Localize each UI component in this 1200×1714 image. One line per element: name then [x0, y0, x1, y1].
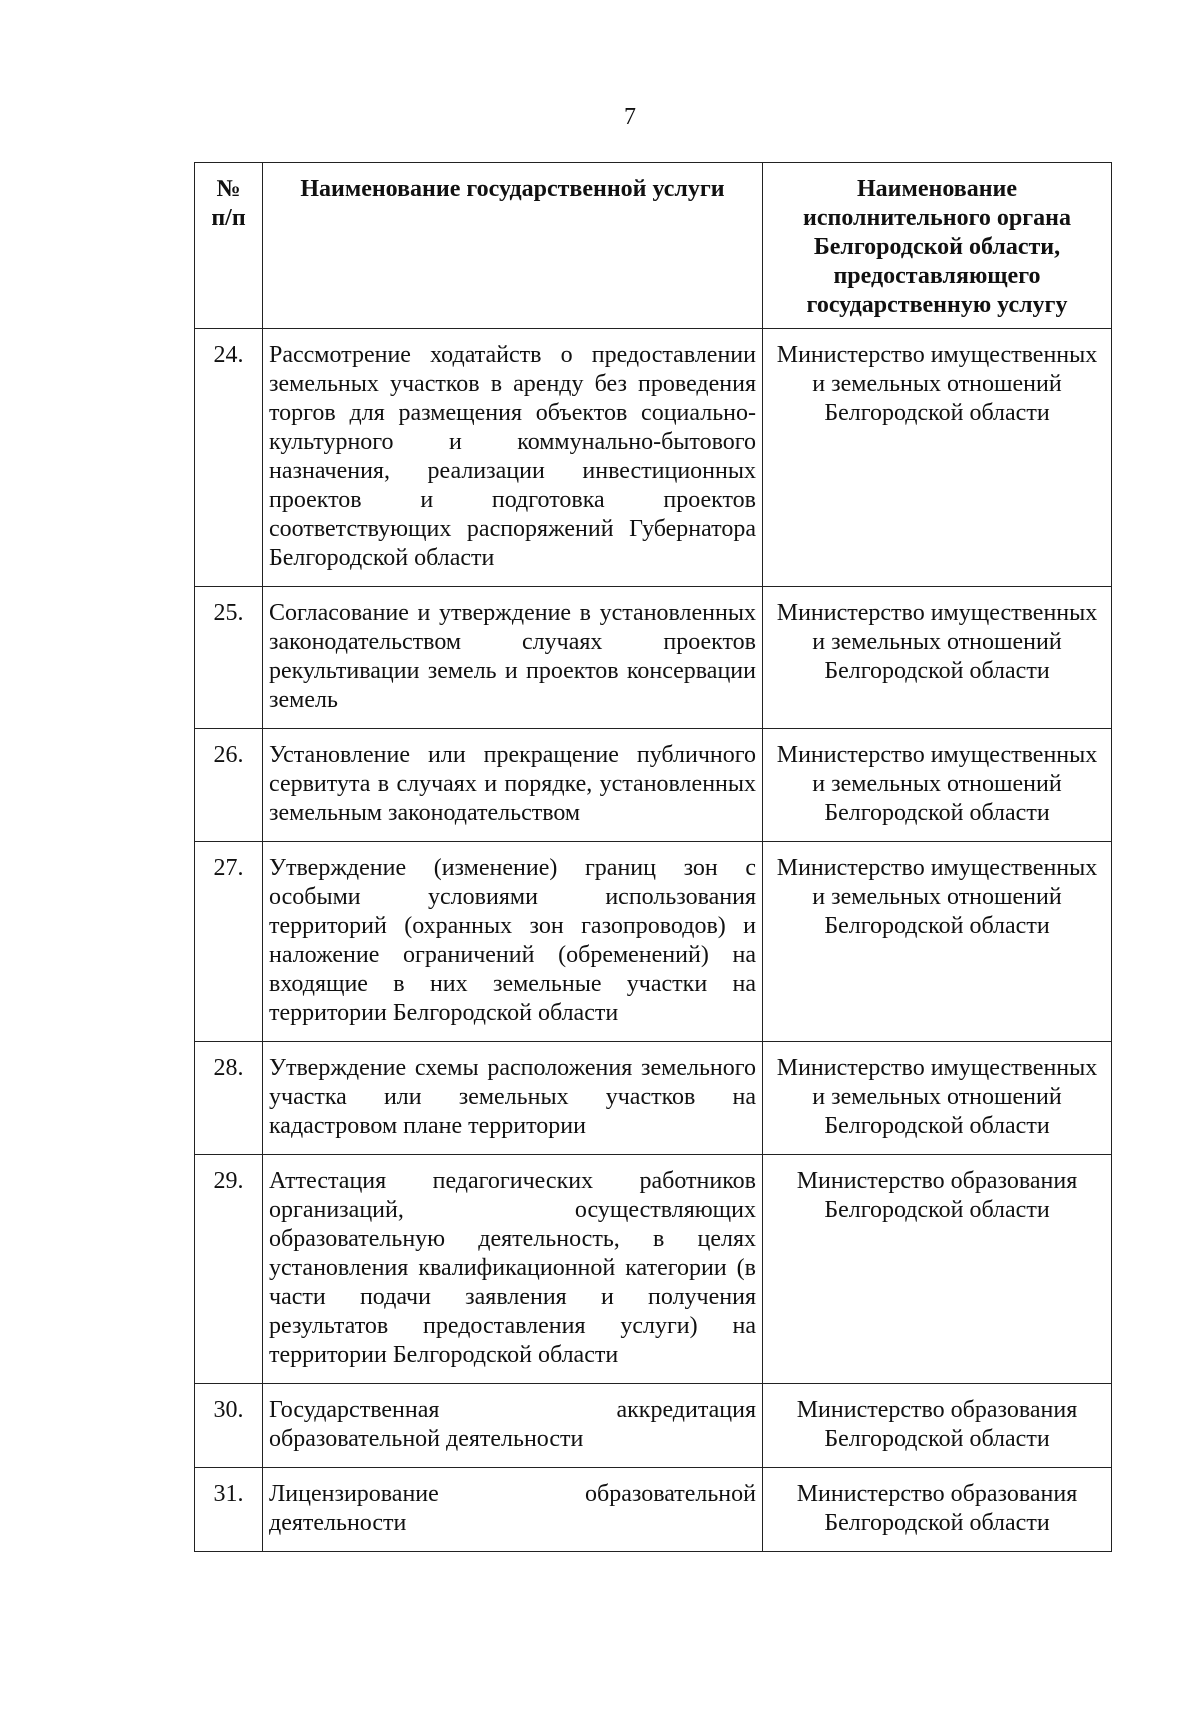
service-name: Государственная аккредитация образовательной деятельности: [263, 1384, 763, 1468]
row-number: 27.: [195, 842, 263, 1042]
row-number: 26.: [195, 729, 263, 842]
organ-name: Министерство образования Белгородской области: [763, 1468, 1112, 1552]
header-num: № п/п: [195, 163, 263, 329]
organ-name: Министерство имущественных и земельных отношений Белгородской области: [763, 842, 1112, 1042]
organ-name: Министерство имущественных и земельных отношений Белгородской области: [763, 729, 1112, 842]
service-name: Согласование и утверждение в установленных законодательством случаях проектов рекультивации земель и проектов консервации земель: [263, 587, 763, 729]
organ-name: Министерство имущественных и земельных отношений Белгородской области: [763, 329, 1112, 587]
header-organ: Наименование исполнительного органа Белгородской области, предоставляющего государственную услугу: [763, 163, 1112, 329]
service-name: Утверждение схемы расположения земельного участка или земельных участков на кадастровом плане территории: [263, 1042, 763, 1155]
organ-name: Министерство имущественных и земельных отношений Белгородской области: [763, 1042, 1112, 1155]
organ-name: Министерство образования Белгородской области: [763, 1384, 1112, 1468]
page-number: 7: [624, 104, 636, 130]
table-row: [195, 587, 1112, 729]
organ-name: Министерство образования Белгородской области: [763, 1155, 1112, 1384]
row-number: 31.: [195, 1468, 263, 1552]
table-row: [195, 1384, 1112, 1468]
row-number: 29.: [195, 1155, 263, 1384]
service-name: Рассмотрение ходатайств о предоставлении земельных участков в аренду без проведения торгов для размещения объектов социально-культурного и коммунально-бытового назначения, реализации инвестиционных проектов и подготовка проектов соответствующих распоряжений Губернатора Белгородской области: [263, 329, 763, 587]
table-row: [195, 1155, 1112, 1384]
service-name: Установление или прекращение публичного сервитута в случаях и порядке, установленных земельным законодательством: [263, 729, 763, 842]
table-row: [195, 1042, 1112, 1155]
table-row: [195, 1468, 1112, 1552]
service-name: Утверждение (изменение) границ зон с особыми условиями использования территорий (охранных зон газопроводов) и наложение ограничений (обременений) на входящие в них земельные участки на территории Белгородской области: [263, 842, 763, 1042]
table-header-row: [195, 163, 1112, 329]
organ-name: Министерство имущественных и земельных отношений Белгородской области: [763, 587, 1112, 729]
row-number: 28.: [195, 1042, 263, 1155]
table-row: [195, 842, 1112, 1042]
services-table: [194, 162, 1112, 1552]
table-row: [195, 729, 1112, 842]
row-number: 24.: [195, 329, 263, 587]
service-name: Аттестация педагогических работников организаций, осуществляющих образовательную деятельность, в целях установления квалификационной категории (в части подачи заявления и получения результатов предоставления услуги) на территории Белгородской области: [263, 1155, 763, 1384]
row-number: 30.: [195, 1384, 263, 1468]
table-row: [195, 329, 1112, 587]
header-service: Наименование государственной услуги: [263, 163, 763, 329]
service-name: Лицензирование образовательной деятельности: [263, 1468, 763, 1552]
row-number: 25.: [195, 587, 263, 729]
